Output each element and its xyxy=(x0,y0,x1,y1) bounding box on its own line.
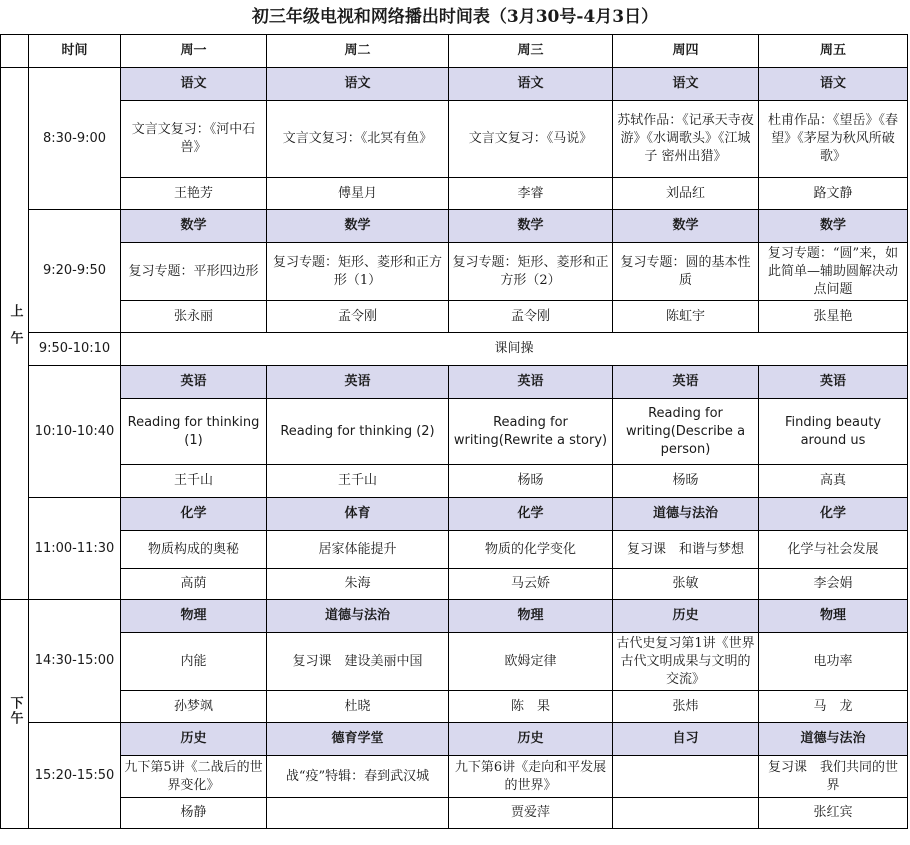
topic-cell: Reading for writing(Rewrite a story) xyxy=(449,399,613,465)
page-title: 初三年级电视和网络播出时间表（3月30号-4月3日） xyxy=(251,7,659,27)
teacher-cell xyxy=(267,798,449,829)
subject-cell: 语文 xyxy=(759,68,908,101)
topic-cell: 复习课 建设美丽中国 xyxy=(267,633,449,691)
subject-cell: 历史 xyxy=(121,723,267,756)
teacher-cell: 高真 xyxy=(759,465,908,498)
subject-row xyxy=(1,210,908,243)
slot-time: 14:30-15:00 xyxy=(29,600,121,723)
topic-row xyxy=(1,101,908,178)
teacher-cell: 王艳芳 xyxy=(121,178,267,210)
teacher-cell: 贾爱萍 xyxy=(449,798,613,829)
slot-time: 11:00-11:30 xyxy=(29,498,121,600)
topic-row xyxy=(1,399,908,465)
topic-cell: 内能 xyxy=(121,633,267,691)
topic-cell: Reading for writing(Describe a person) xyxy=(613,399,759,465)
teacher-cell: 陈虹宇 xyxy=(613,301,759,333)
topic-cell: 欧姆定律 xyxy=(449,633,613,691)
day-header-wed: 周三 xyxy=(449,35,613,68)
teacher-row xyxy=(1,798,908,829)
teacher-row xyxy=(1,301,908,333)
corner-cell xyxy=(1,35,29,68)
teacher-cell: 张永丽 xyxy=(121,301,267,333)
teacher-cell: 李睿 xyxy=(449,178,613,210)
teacher-cell xyxy=(613,798,759,829)
day-header-mon: 周一 xyxy=(121,35,267,68)
topic-cell: 复习专题：圆的基本性质 xyxy=(613,243,759,301)
topic-cell: 文言文复习：《河中石兽》 xyxy=(121,101,267,178)
topic-cell: 杜甫作品：《望岳》《春望》《茅屋为秋风所破歌》 xyxy=(759,101,908,178)
subject-cell: 化学 xyxy=(121,498,267,531)
subject-row xyxy=(1,600,908,633)
subject-cell: 化学 xyxy=(759,498,908,531)
teacher-cell: 孙梦飒 xyxy=(121,691,267,723)
topic-cell: 文言文复习：《北冥有鱼》 xyxy=(267,101,449,178)
topic-row xyxy=(1,756,908,798)
teacher-cell: 刘品红 xyxy=(613,178,759,210)
schedule-table xyxy=(0,34,908,829)
topic-cell: 电功率 xyxy=(759,633,908,691)
subject-cell: 道德与法治 xyxy=(613,498,759,531)
teacher-cell: 杨旸 xyxy=(449,465,613,498)
section-label-morning: 上午 xyxy=(1,68,29,600)
subject-cell: 语文 xyxy=(121,68,267,101)
topic-cell: 复习课 我们共同的世界 xyxy=(759,756,908,798)
topic-cell: 复习专题：“圆”来，如此简单—辅助圆解决动点问题 xyxy=(759,243,908,301)
subject-row xyxy=(1,723,908,756)
teacher-cell: 朱海 xyxy=(267,569,449,600)
subject-cell: 数学 xyxy=(759,210,908,243)
subject-cell: 英语 xyxy=(613,366,759,399)
subject-cell: 物理 xyxy=(449,600,613,633)
teacher-row xyxy=(1,178,908,210)
teacher-cell: 陈 果 xyxy=(449,691,613,723)
topic-cell: 古代史复习第1讲《世界古代文明成果与文明的交流》 xyxy=(613,633,759,691)
subject-cell: 历史 xyxy=(613,600,759,633)
subject-cell: 数学 xyxy=(267,210,449,243)
teacher-cell: 王千山 xyxy=(121,465,267,498)
teacher-cell: 高荫 xyxy=(121,569,267,600)
slot-time: 9:20-9:50 xyxy=(29,210,121,333)
topic-cell: 苏轼作品：《记承天寺夜游》《水调歌头》《江城子 密州出猎》 xyxy=(613,101,759,178)
subject-row xyxy=(1,498,908,531)
slot-time: 10:10-10:40 xyxy=(29,366,121,498)
subject-row xyxy=(1,68,908,101)
topic-cell: 化学与社会发展 xyxy=(759,531,908,569)
subject-cell: 数学 xyxy=(121,210,267,243)
teacher-row xyxy=(1,465,908,498)
slot-time: 15:20-15:50 xyxy=(29,723,121,829)
subject-row xyxy=(1,366,908,399)
teacher-cell: 李会娟 xyxy=(759,569,908,600)
teacher-cell: 傅星月 xyxy=(267,178,449,210)
topic-cell: 复习课 和谐与梦想 xyxy=(613,531,759,569)
topic-cell xyxy=(613,756,759,798)
slot-time: 9:50-10:10 xyxy=(29,333,121,366)
topic-cell: 居家体能提升 xyxy=(267,531,449,569)
topic-cell: 复习专题：矩形、菱形和正方形（1） xyxy=(267,243,449,301)
subject-cell: 语文 xyxy=(613,68,759,101)
subject-cell: 英语 xyxy=(267,366,449,399)
subject-cell: 自习 xyxy=(613,723,759,756)
topic-cell: 九下第5讲《二战后的世界变化》 xyxy=(121,756,267,798)
topic-cell: Reading for thinking (1) xyxy=(121,399,267,465)
topic-row xyxy=(1,243,908,301)
teacher-cell: 孟令刚 xyxy=(449,301,613,333)
topic-cell: 九下第6讲《走向和平发展的世界》 xyxy=(449,756,613,798)
teacher-cell: 路文静 xyxy=(759,178,908,210)
subject-cell: 数学 xyxy=(449,210,613,243)
teacher-cell: 杨静 xyxy=(121,798,267,829)
subject-cell: 道德与法治 xyxy=(759,723,908,756)
section-label-afternoon: 下午 xyxy=(1,600,29,829)
teacher-cell: 张炜 xyxy=(613,691,759,723)
teacher-cell: 马 龙 xyxy=(759,691,908,723)
teacher-row xyxy=(1,569,908,600)
subject-cell: 道德与法治 xyxy=(267,600,449,633)
teacher-cell: 张红宾 xyxy=(759,798,908,829)
subject-cell: 体育 xyxy=(267,498,449,531)
teacher-cell: 孟令刚 xyxy=(267,301,449,333)
subject-cell: 英语 xyxy=(121,366,267,399)
topic-cell: Reading for thinking (2) xyxy=(267,399,449,465)
topic-cell: 文言文复习：《马说》 xyxy=(449,101,613,178)
day-header-fri: 周五 xyxy=(759,35,908,68)
subject-cell: 历史 xyxy=(449,723,613,756)
subject-cell: 英语 xyxy=(449,366,613,399)
header-row xyxy=(1,35,908,68)
subject-cell: 语文 xyxy=(449,68,613,101)
teacher-cell: 王千山 xyxy=(267,465,449,498)
topic-cell: 物质的化学变化 xyxy=(449,531,613,569)
teacher-cell: 马云娇 xyxy=(449,569,613,600)
topic-cell: 复习专题：矩形、菱形和正方形（2） xyxy=(449,243,613,301)
subject-cell: 化学 xyxy=(449,498,613,531)
teacher-row xyxy=(1,691,908,723)
topic-cell: 复习专题：平形四边形 xyxy=(121,243,267,301)
time-column-header: 时间 xyxy=(29,35,121,68)
day-header-tue: 周二 xyxy=(267,35,449,68)
break-row xyxy=(1,333,908,366)
teacher-cell: 张敏 xyxy=(613,569,759,600)
day-header-thu: 周四 xyxy=(613,35,759,68)
teacher-cell: 张星艳 xyxy=(759,301,908,333)
teacher-cell: 杨旸 xyxy=(613,465,759,498)
topic-row xyxy=(1,633,908,691)
topic-cell: Finding beauty around us xyxy=(759,399,908,465)
subject-cell: 德育学堂 xyxy=(267,723,449,756)
subject-cell: 英语 xyxy=(759,366,908,399)
topic-row xyxy=(1,531,908,569)
teacher-cell: 杜晓 xyxy=(267,691,449,723)
slot-time: 8:30-9:00 xyxy=(29,68,121,210)
topic-cell: 物质构成的奥秘 xyxy=(121,531,267,569)
break-cell: 课间操 xyxy=(121,333,908,366)
subject-cell: 数学 xyxy=(613,210,759,243)
subject-cell: 物理 xyxy=(121,600,267,633)
topic-cell: 战“疫”特辑：春到武汉城 xyxy=(267,756,449,798)
subject-cell: 语文 xyxy=(267,68,449,101)
subject-cell: 物理 xyxy=(759,600,908,633)
